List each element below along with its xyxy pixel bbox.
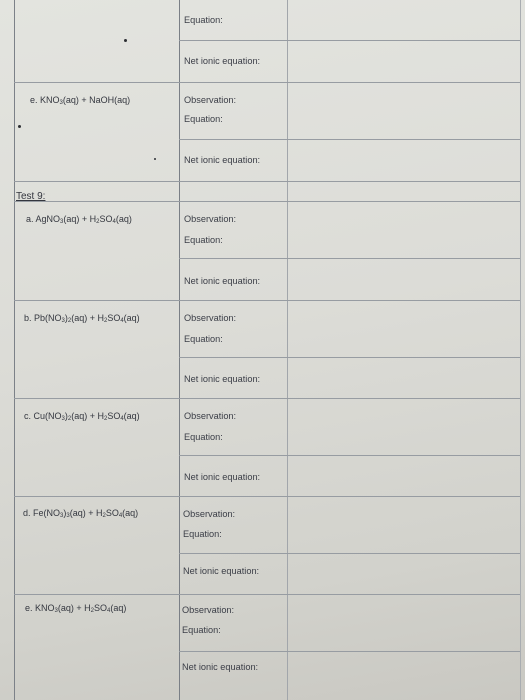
net-ionic-equation-label: Net ionic equation: — [184, 472, 261, 482]
reaction-kno3-naoh: e. $KNO_3(aq)$ + NaOH(aq) — [30, 95, 131, 106]
net-ionic-equation-label: Net ionic equation: — [183, 566, 260, 576]
row-divider — [14, 201, 520, 202]
row-divider — [14, 181, 520, 182]
equation-label: Equation: — [182, 625, 221, 635]
section-heading-test-9: Test 9: — [16, 191, 46, 202]
observation-label: Observation: — [184, 313, 237, 323]
equation-label: Equation: — [184, 15, 223, 25]
net-ionic-equation-label: Net ionic equation: — [182, 662, 259, 672]
table-left-border — [14, 0, 15, 700]
observation-label: Observation: — [182, 605, 235, 615]
table-right-border — [520, 0, 521, 700]
net-ionic-equation-label: Net ionic equation: — [184, 276, 261, 286]
row-divider — [14, 82, 520, 83]
observation-label: Observation: — [184, 95, 237, 105]
net-ionic-equation-label: Net ionic equation: — [184, 56, 261, 66]
column-divider — [179, 0, 180, 700]
row-divider — [14, 496, 520, 497]
reaction-kno3-h2so4: e. $KNO_3(aq) + H_2SO_4(aq)$ — [25, 603, 127, 614]
row-divider — [179, 139, 520, 140]
equation-label: Equation: — [184, 334, 223, 344]
equation-label: Equation: — [184, 235, 223, 245]
row-divider — [179, 651, 520, 652]
equation-label: Equation: — [184, 114, 223, 124]
row-divider — [14, 594, 520, 595]
reaction-agno3-h2so4: a. AgNO$_3$(aq) + $H_2SO_4(aq)$ — [26, 214, 132, 225]
observation-label: Observation: — [183, 509, 236, 519]
row-divider — [179, 258, 520, 259]
column-divider-right — [287, 0, 288, 700]
equation-label: Equation: — [183, 529, 222, 539]
observation-label: Observation: — [184, 214, 237, 224]
observation-label: Observation: — [184, 411, 237, 421]
net-ionic-equation-label: Net ionic equation: — [184, 155, 261, 165]
net-ionic-equation-label: Net ionic equation: — [184, 374, 261, 384]
reaction-feno33-h2so4: d. $Fe(NO_3)_3(aq) + H_2SO_4(aq)$ — [23, 508, 139, 519]
row-divider — [179, 357, 520, 358]
row-divider — [14, 300, 520, 301]
ink-speck — [18, 125, 21, 128]
ink-speck — [124, 39, 127, 42]
equation-label: Equation: — [184, 432, 223, 442]
row-divider — [14, 398, 520, 399]
reaction-pbno32-h2so4: b. $Pb(NO_3)_2(aq) + H_2SO_4(aq)$ — [24, 313, 140, 324]
row-divider — [179, 40, 520, 41]
row-divider — [179, 553, 520, 554]
row-divider — [179, 455, 520, 456]
ink-speck — [154, 158, 156, 160]
reaction-cuno32-h2so4: c. $Cu(NO_3)_2(aq) + H_2SO_4(aq)$ — [24, 411, 140, 422]
